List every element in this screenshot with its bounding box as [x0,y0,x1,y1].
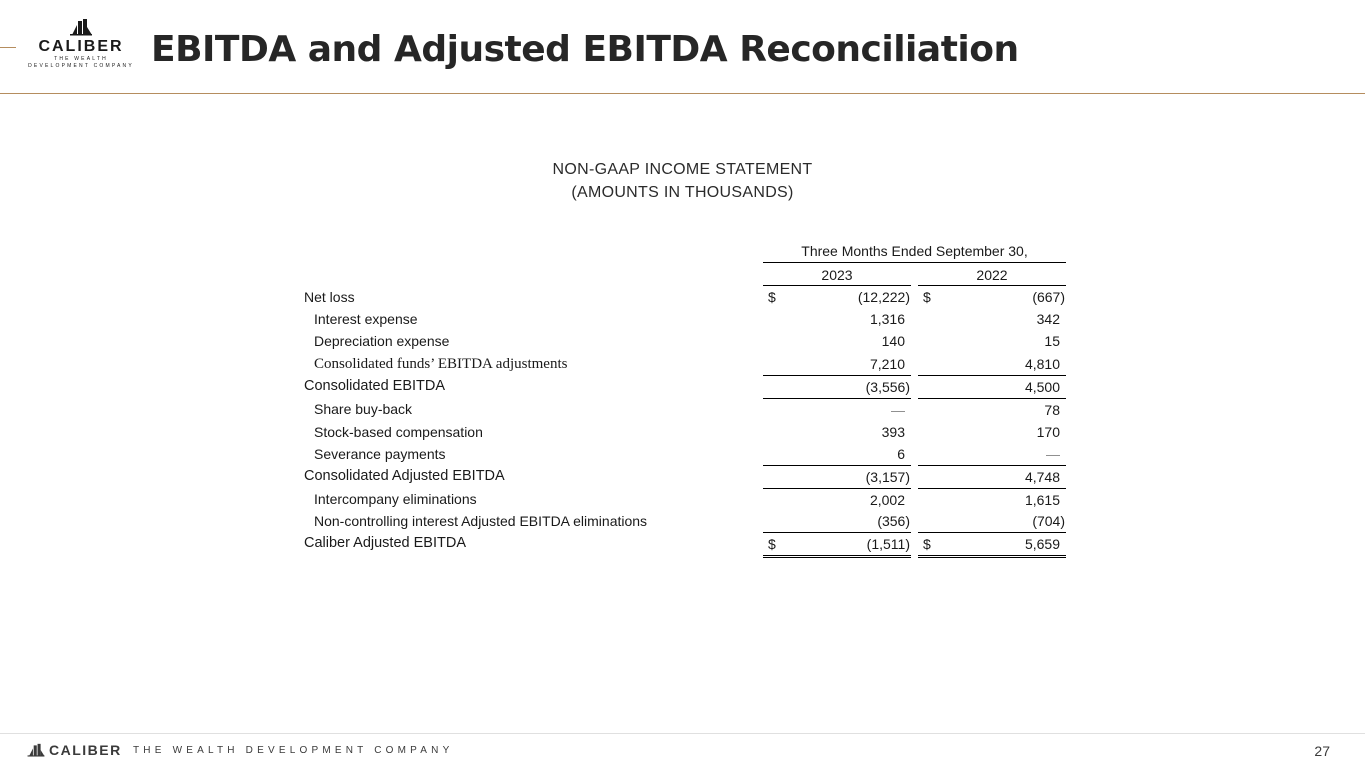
row-label: Share buy-back [314,401,413,417]
table-row-intercompany-eliminations [304,488,1074,510]
cell-value: 6 [897,446,905,462]
slide-header [0,0,1365,94]
table-row-consolidated-adjusted-ebitda [304,465,1074,487]
cell-value: 1,615 [1024,492,1060,508]
cell-value: 342 [1036,311,1060,327]
row-label: Severance payments [314,446,446,462]
value-cell-2022 [918,443,1066,465]
statement-title-line2: (AMOUNTS IN THOUSANDS) [571,184,794,201]
table-row-consolidated-ebitda [304,375,1074,397]
cell-value: 5,659 [1024,536,1060,552]
value-cell-2022 [918,398,1066,421]
value-cell-2022 [918,465,1066,488]
row-label: Non-controlling interest Adjusted EBITDA eliminations [314,513,648,529]
value-cell-2022 [918,308,1066,330]
cell-value: (3,157) [865,469,910,485]
value-cell-2022 [918,532,1066,558]
cell-value: (12,222) [857,289,910,305]
cell-value: 2,002 [869,492,905,508]
year-column-2023: 2023 [763,266,911,286]
logo-wordmark: CALIBER [38,38,124,55]
cell-value: — [891,402,905,418]
cell-value: 140 [881,333,905,349]
row-label: Caliber Adjusted EBITDA [304,535,466,551]
value-cell-2023 [763,330,911,352]
value-cell-2022 [918,488,1066,511]
value-cell-2022 [918,510,1066,532]
cell-value: 15 [1044,333,1060,349]
value-cell-2022 [918,375,1066,398]
cell-value: 393 [881,424,905,440]
value-cell-2023 [763,510,911,532]
row-label: Consolidated Adjusted EBITDA [304,468,505,484]
table-row-nci-adjusted-ebitda-eliminations [304,510,1074,532]
row-label: Consolidated funds’ EBITDA adjustments [314,356,568,372]
cell-value: (3,556) [865,379,910,395]
year-column-2022: 2022 [918,266,1066,286]
value-cell-2023 [763,443,911,465]
table-row-severance-payments [304,443,1074,465]
cell-value: (667) [1032,289,1065,305]
cell-value: — [1046,446,1060,462]
cell-value: 78 [1044,402,1060,418]
cell-value: 7,210 [869,356,905,372]
table-row-funds-ebitda-adjustments [304,353,1074,375]
statement-title-line1: NON-GAAP INCOME STATEMENT [552,161,813,178]
row-label: Depreciation expense [314,333,450,349]
value-cell-2023 [763,398,911,421]
currency-symbol: $ [768,289,776,305]
footer-tagline: THE WEALTH DEVELOPMENT COMPANY [133,745,454,756]
value-cell-2023 [763,308,911,330]
value-cell-2023 [763,286,911,308]
value-cell-2022 [918,330,1066,352]
value-cell-2023 [763,488,911,511]
caliber-logo [22,18,140,72]
value-cell-2022 [918,286,1066,308]
page-title: EBITDA and Adjusted EBITDA Reconciliation [151,29,1019,70]
header-divider [0,93,1365,94]
row-label: Consolidated EBITDA [304,378,446,394]
footer-building-icon [26,742,46,758]
table-row-net-loss [304,286,1074,308]
currency-symbol: $ [768,536,776,552]
cell-value: 4,500 [1024,379,1060,395]
building-icon [68,18,94,36]
value-cell-2023 [763,532,911,558]
cell-value: 4,748 [1024,469,1060,485]
period-header: Three Months Ended September 30, [763,242,1066,263]
table-row-interest-expense [304,308,1074,330]
value-cell-2022 [918,421,1066,443]
currency-symbol: $ [923,536,931,552]
table-row-caliber-adjusted-ebitda [304,532,1074,554]
currency-symbol: $ [923,289,931,305]
value-cell-2023 [763,375,911,398]
row-label: Stock-based compensation [314,424,483,440]
page-number: 27 [1314,743,1330,759]
cell-value: 1,316 [869,311,905,327]
cell-value: 4,810 [1024,356,1060,372]
cell-value: (704) [1032,513,1065,529]
statement-title [0,158,1365,204]
row-label: Net loss [304,289,355,305]
cell-value: (1,511) [866,536,910,552]
table-row-depreciation-expense [304,330,1074,352]
footer-wordmark: CALIBER [49,742,122,758]
value-cell-2023 [763,421,911,443]
header-accent-tick [0,47,16,48]
cell-value: (356) [877,513,910,529]
cell-value: 170 [1036,424,1060,440]
logo-tagline: THE WEALTH DEVELOPMENT COMPANY [28,56,134,69]
row-label: Interest expense [314,311,418,327]
value-cell-2023 [763,465,911,488]
value-cell-2023 [763,353,911,375]
table-row-share-buy-back [304,398,1074,420]
table-row-stock-based-compensation [304,421,1074,443]
footer-divider [0,733,1365,734]
row-label: Intercompany eliminations [314,491,477,507]
value-cell-2022 [918,353,1066,375]
